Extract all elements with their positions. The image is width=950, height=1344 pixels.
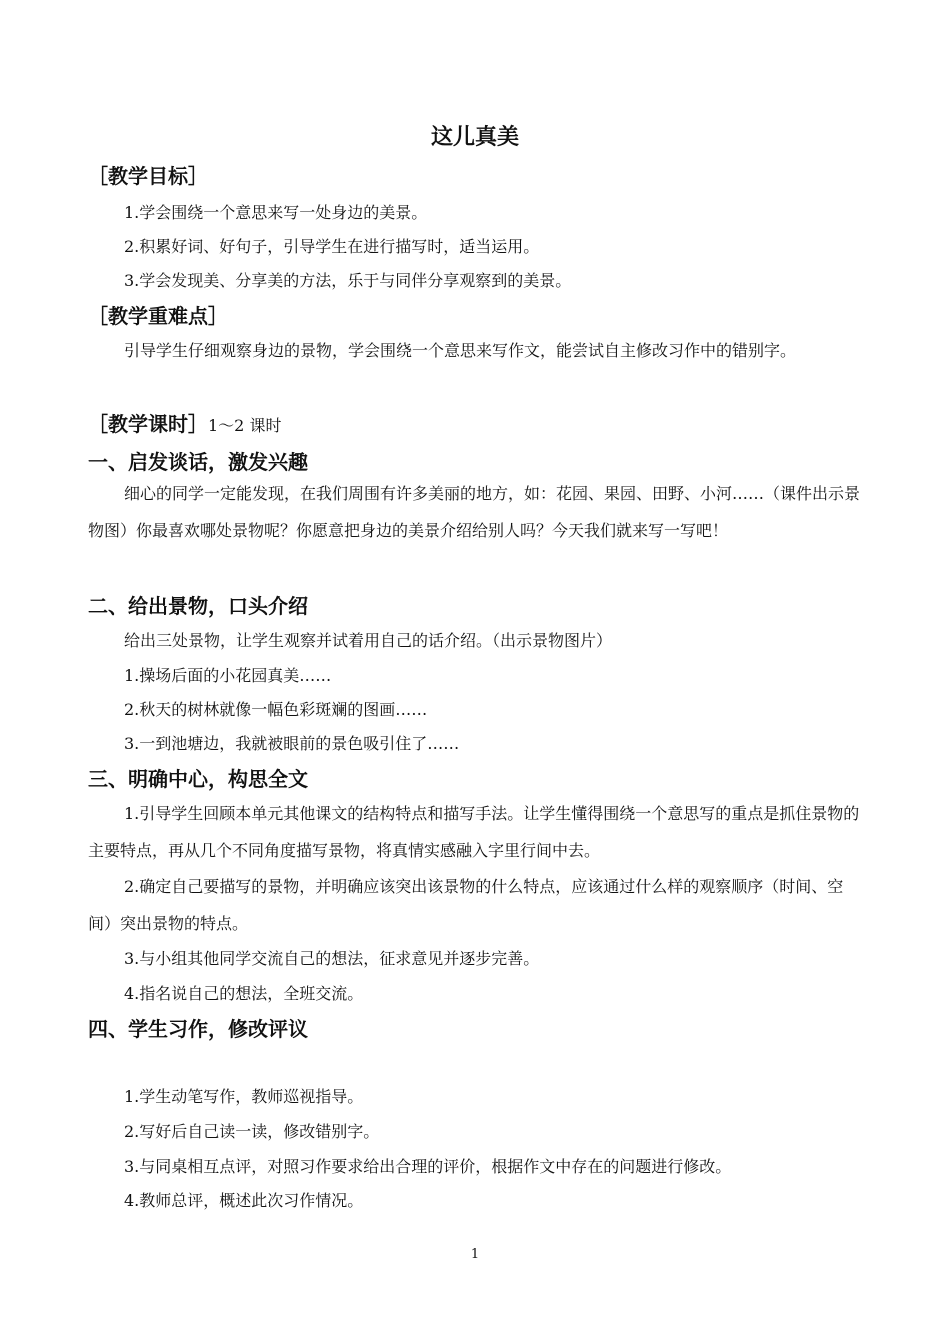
- section-4-item-1: 1.学生动笔写作，教师巡视指导。: [124, 1087, 364, 1106]
- section-2-item-2: 2.秋天的树林就像一幅色彩斑斓的图画……: [124, 700, 428, 719]
- section-3-item-4: 4.指名说自己的想法，全班交流。: [124, 984, 364, 1003]
- period-label: ［教学课时］: [88, 412, 208, 436]
- goal-item-2: 2.积累好词、好句子，引导学生在进行描写时，适当运用。: [124, 237, 540, 256]
- keypoints-heading: ［教学重难点］: [88, 304, 228, 328]
- section-3-heading: 三、明确中心，构思全文: [88, 767, 308, 791]
- keypoints-text: 引导学生仔细观察身边的景物，学会围绕一个意思来写作文，能尝试自主修改习作中的错别字。: [124, 341, 797, 360]
- section-4-item-4: 4.教师总评，概述此次习作情况。: [124, 1191, 364, 1210]
- period-value: 1～2 课时: [208, 416, 282, 435]
- section-3-para-1: 1.引导学生回顾本单元其他课文的结构特点和描写手法。让学生懂得围绕一个意思写的重点是抓住景物的主要特点，再从几个不同角度描写景物，将真情实感融入字里行间中去。: [88, 804, 860, 860]
- section-1-heading: 一、启发谈话，激发兴趣: [88, 450, 308, 474]
- section-4-item-2: 2.写好后自己读一读，修改错别字。: [124, 1122, 380, 1141]
- page-number: 1: [470, 1247, 480, 1262]
- period-heading: [88, 408, 281, 437]
- section-3-item-3: 3.与小组其他同学交流自己的想法，征求意见并逐步完善。: [124, 949, 540, 968]
- goal-item-3: 3.学会发现美、分享美的方法，乐于与同伴分享观察到的美景。: [124, 271, 572, 290]
- section-2-item-1: 1.操场后面的小花园真美……: [124, 666, 332, 685]
- section-4-heading: 四、学生习作，修改评议: [88, 1017, 308, 1041]
- section-3-para-2: 2.确定自己要描写的景物，并明确应该突出该景物的什么特点，应该通过什么样的观察顺序（时间、空间）突出景物的特点。: [88, 877, 844, 933]
- section-2-item-3: 3.一到池塘边，我就被眼前的景色吸引住了……: [124, 734, 460, 753]
- document-title: 这儿真美: [430, 125, 519, 150]
- goals-heading: ［教学目标］: [88, 164, 208, 188]
- section-2-paragraph: 给出三处景物，让学生观察并试着用自己的话介绍。（出示景物图片）: [124, 631, 613, 650]
- section-1-paragraph: 细心的同学一定能发现，在我们周围有许多美丽的地方，如：花园、果园、田野、小河……（课件出示景物图）你最喜欢哪处景物呢？你愿意把身边的美景介绍给别人吗？今天我们就来写一写吧！: [88, 484, 861, 540]
- goal-item-1: 1.学会围绕一个意思来写一处身边的美景。: [124, 203, 428, 222]
- section-2-heading: 二、给出景物，口头介绍: [88, 594, 308, 618]
- section-4-item-3: 3.与同桌相互点评，对照习作要求给出合理的评价，根据作文中存在的问题进行修改。: [124, 1157, 732, 1176]
